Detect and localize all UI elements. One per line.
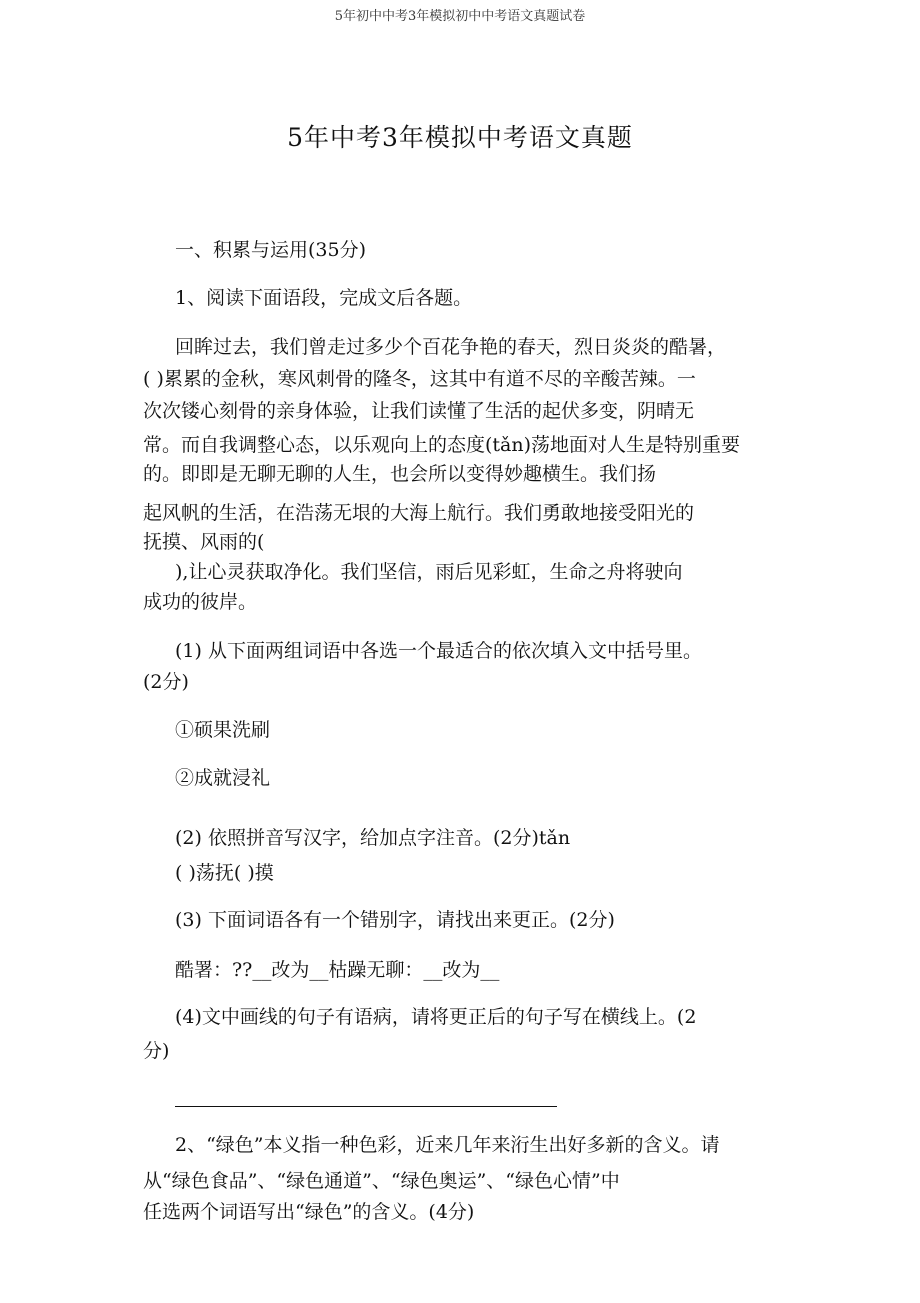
passage-line: 的。即即是无聊无聊的人生，也会所以变得妙趣横生。我们扬 — [143, 463, 657, 485]
page-header: 5年初中中考3年模拟初中中考语文真题试卷 — [334, 9, 586, 24]
passage-line: 常。而自我调整心态，以乐观向上的态度(tǎn)荡地面对人生是特别重要 — [143, 434, 741, 456]
page-title: 5年中考3年模拟中考语文真题 — [287, 123, 633, 152]
passage-line: 抚摸、风雨的( — [143, 531, 265, 553]
question-2-line: 2、“绿色”本义指一种色彩，近来几年来洐生出好多新的含义。请 — [175, 1134, 720, 1156]
passage-line: 回眸过去，我们曾走过多少个百花争艳的春天，烈日炎炎的酷暑， — [175, 336, 727, 358]
passage-line: ),让心灵获取净化。我们坚信，雨后见彩虹，生命之舟将驶向 — [175, 561, 683, 583]
question-2-line: 任选两个词语写出“绿色”的含义。(4分) — [143, 1201, 475, 1223]
sub-question-2: (2) 依照拼音写汉字，给加点字注音。(2分)tǎn — [175, 827, 571, 849]
section-heading: 一、积累与运用(35分) — [175, 239, 367, 261]
question-1-intro: 1、阅读下面语段，完成文后各题。 — [175, 287, 473, 309]
option-2: ②成就浸礼 — [175, 767, 271, 789]
sub-question-3-line: 酷署：??__改为__枯躁无聊：__改为__ — [175, 959, 500, 981]
option-1: ①硕果洗刷 — [175, 719, 271, 741]
sub-question-1: (1) 从下面两组词语中各选一个最适合的依次填入文中括号里。 — [175, 640, 702, 662]
sub-question-2-blanks: ( )荡抚( )摸 — [175, 862, 274, 884]
sub-question-4: (4)文中画线的句子有语病，请将更正后的句子写在横线上。(2 — [175, 1006, 697, 1028]
passage-line: 次次镂心刻骨的亲身体验，让我们读懂了生活的起伏多变，阴晴无 — [143, 400, 695, 422]
passage-line: ( )累累的金秋，寒风刺骨的隆冬，这其中有道不尽的辛酸苦辣。一 — [143, 368, 696, 390]
question-2-line: 从“绿色食品”、“绿色通道”、“绿色奥运”、“绿色心情”中 — [143, 1170, 620, 1192]
passage-line: 起风帆的生活，在浩荡无垠的大海上航行。我们勇敢地接受阳光的 — [143, 502, 695, 524]
answer-line — [175, 1106, 557, 1107]
sub-question-4-score: 分) — [143, 1040, 170, 1062]
sub-question-3: (3) 下面词语各有一个错别字，请找出来更正。(2分) — [175, 909, 615, 931]
sub-question-1-score: (2分) — [143, 671, 189, 693]
passage-line: 成功的彼岸。 — [143, 591, 258, 613]
